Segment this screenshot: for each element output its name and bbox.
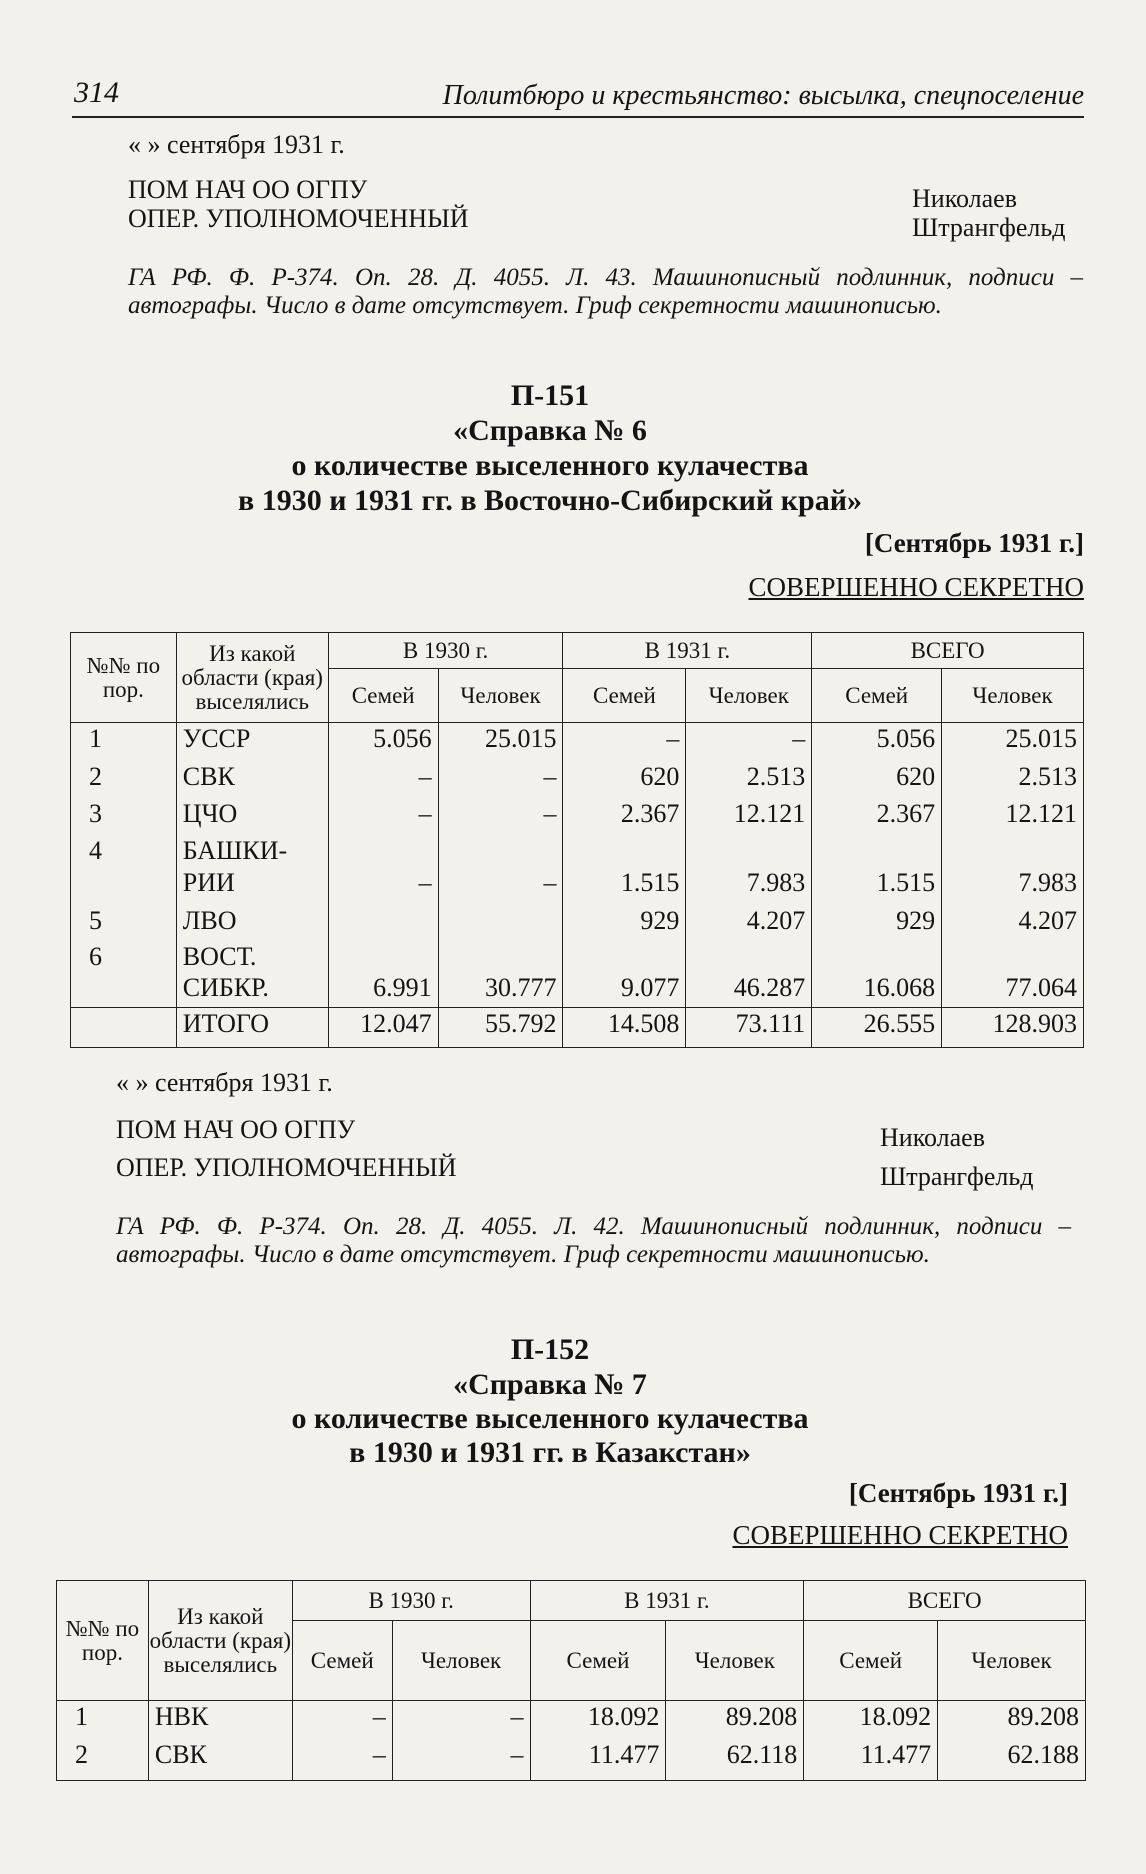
doc151-date-note: [Сентябрь 1931 г.] [864,528,1084,558]
group-total-header: ВСЕГО [804,1581,1086,1621]
cell-families-1931: 18.092 [530,1701,666,1739]
doc151-number: П-151 [510,379,590,412]
cell-people-1931: 12.121 [686,798,812,835]
cell-people-1930 [438,835,563,867]
cell-people-total: 77.064 [942,972,1084,1008]
group-1931-header: В 1931 г. [530,1581,804,1621]
cell-people-1930: 30.777 [438,972,563,1008]
cell-people-1930: 25.015 [438,723,563,761]
cell-families-1930: – [328,761,438,798]
cell-people-1930: – [438,798,563,835]
sub-families-header: Семей [328,669,438,723]
cell-families-1930: 5.056 [328,723,438,761]
row-region: СВК [148,1739,292,1781]
cell-families-1931: 2.367 [563,798,686,835]
page-header [72,72,1084,118]
cell-families-total: 18.092 [804,1701,938,1739]
cell-people-total [942,941,1084,972]
row-number: 6 [71,941,177,972]
total-families-1930: 12.047 [328,1008,438,1048]
doc152-date-note: [Сентябрь 1931 г.] [848,1478,1068,1508]
sub-people-header: Человек [938,1621,1086,1701]
cell-people-total: 25.015 [942,723,1084,761]
table-row [71,835,1084,867]
row-region: ВОСТ. [176,941,328,972]
cell-families-total: 11.477 [804,1739,938,1781]
row-number [71,867,177,905]
cell-families-total: 16.068 [812,972,942,1008]
cell-people-1931: 2.513 [686,761,812,798]
cell-families-total: 2.367 [812,798,942,835]
table-row [71,867,1084,905]
cell-families-total [812,941,942,972]
doc151-archive-ref: ГА РФ. Ф. Р-374. Оп. 28. Д. 4055. Л. 42. Машинописный подлинник, подписи – автографы. Число в дате отсутствует. Гриф секретности машинописью. [116,1213,1071,1268]
sub-people-header: Человек [666,1621,804,1701]
group-1930-header: В 1930 г. [328,633,563,669]
table-row [71,941,1084,972]
sub-people-header: Человек [392,1621,530,1701]
doc152-table [56,1580,1086,1781]
cell-families-1930: – [328,867,438,905]
table-row [71,798,1084,835]
sub-families-header: Семей [530,1621,666,1701]
cell-people-1930: – [392,1701,530,1739]
cell-people-total: 62.188 [938,1739,1086,1781]
cell-families-1930 [328,835,438,867]
cell-families-1931 [563,941,686,972]
cell-people-1931: 89.208 [666,1701,804,1739]
total-people-1930: 55.792 [438,1008,563,1048]
cell-families-1930: – [292,1739,392,1781]
table-row [71,723,1084,761]
sub-families-header: Семей [292,1621,392,1701]
doc150-sig2-title: ОПЕР. УПОЛНОМОЧЕННЫЙ [128,204,469,233]
cell-people-1930: – [438,761,563,798]
total-people-all: 128.903 [942,1008,1084,1048]
cell-people-total: 12.121 [942,798,1084,835]
row-region: БАШКИ- [176,835,328,867]
group-1930-header: В 1930 г. [292,1581,530,1621]
cell-families-1931: 11.477 [530,1739,666,1781]
total-label: ИТОГО [176,1008,328,1048]
table-row [71,972,1084,1008]
doc151-title-line3: в 1930 и 1931 гг. в Восточно-Сибирский край» [238,484,862,517]
cell-people-1931: – [686,723,812,761]
table-row [71,761,1084,798]
cell-families-total: 620 [812,761,942,798]
doc152-secret-stamp: СОВЕРШЕННО СЕКРЕТНО [732,1520,1068,1550]
group-1931-header: В 1931 г. [563,633,812,669]
sub-people-header: Человек [438,669,563,723]
doc151-sig2-name: Штрангфельд [880,1162,1034,1191]
table-row [57,1701,1086,1739]
row-number: 1 [57,1701,149,1739]
col-region-header: Из какой области (края) выселялись [148,1581,292,1701]
total-families-all: 26.555 [812,1008,942,1048]
doc151-title-line1: «Справка № 6 [453,414,647,447]
cell-families-1931: 929 [563,905,686,941]
cell-families-1930: – [328,798,438,835]
col-number-header: №№ по пор. [57,1581,149,1701]
cell-families-1931 [563,835,686,867]
cell-families-1931: 620 [563,761,686,798]
doc151-sig2-title: ОПЕР. УПОЛНОМОЧЕННЫЙ [116,1153,457,1182]
sub-people-header: Человек [942,669,1084,723]
sub-people-header: Человек [686,669,812,723]
row-number: 2 [71,761,177,798]
doc152-title-line3: в 1930 и 1931 гг. в Казакстан» [349,1436,751,1469]
cell-people-1930: – [438,867,563,905]
row-region: СВК [176,761,328,798]
doc150-archive-ref: ГА РФ. Ф. Р-374. Оп. 28. Д. 4055. Л. 43. Машинописный подлинник, подписи – автографы. Число в дате отсутствует. Гриф секретности машинописью. [128,264,1083,319]
doc150-date: « » сентября 1931 г. [128,130,345,159]
doc151-secret-stamp: СОВЕРШЕННО СЕКРЕТНО [748,572,1084,602]
cell-people-1931: 7.983 [686,867,812,905]
row-region: ЛВО [176,905,328,941]
row-number: 4 [71,835,177,867]
doc151-table [70,632,1084,1048]
doc150-sig1-title: ПОМ НАЧ ОО ОГПУ [128,175,368,204]
sub-families-header: Семей [563,669,686,723]
row-region: УССР [176,723,328,761]
table-row [57,1739,1086,1781]
cell-families-1930 [328,941,438,972]
row-number: 5 [71,905,177,941]
cell-people-1930: – [392,1739,530,1781]
cell-people-1931: 46.287 [686,972,812,1008]
cell-people-1930 [438,905,563,941]
cell-people-total: 89.208 [938,1701,1086,1739]
total-families-1931: 14.508 [563,1008,686,1048]
cell-people-total [942,835,1084,867]
total-people-1931: 73.111 [686,1008,812,1048]
doc151-sig1-title: ПОМ НАЧ ОО ОГПУ [116,1115,356,1144]
cell-people-1930 [438,941,563,972]
cell-families-total: 929 [812,905,942,941]
cell-families-1930: 6.991 [328,972,438,1008]
doc151-date: « » сентября 1931 г. [116,1068,333,1097]
doc152-number: П-152 [510,1333,590,1366]
running-title: Политбюро и крестьянство: высылка, спецпоселение [442,80,1084,111]
cell-families-total: 1.515 [812,867,942,905]
cell-families-1931: – [563,723,686,761]
row-region: ЦЧО [176,798,328,835]
doc150-sig2-name: Штрангфельд [912,213,1066,242]
total-row [71,1008,1084,1048]
cell-people-1931: 4.207 [686,905,812,941]
row-region: НВК [148,1701,292,1739]
cell-families-1931: 9.077 [563,972,686,1008]
doc152-title-line1: «Справка № 7 [453,1368,647,1401]
doc151-sig1-name: Николаев [880,1123,985,1152]
cell-people-total: 4.207 [942,905,1084,941]
cell-families-total [812,835,942,867]
cell-families-1931: 1.515 [563,867,686,905]
doc152-title-line2: о количестве выселенного кулачества [291,1402,809,1435]
group-total-header: ВСЕГО [812,633,1084,669]
sub-families-header: Семей [804,1621,938,1701]
cell-families-1930: – [292,1701,392,1739]
row-number: 1 [71,723,177,761]
cell-people-total: 2.513 [942,761,1084,798]
row-number [71,972,177,1008]
cell-people-total: 7.983 [942,867,1084,905]
page-number: 314 [74,76,119,109]
bleed-through [560,150,568,184]
doc150-sig1-name: Николаев [912,184,1017,213]
col-number-header: №№ по пор. [71,633,177,723]
cell-people-1931: 62.118 [666,1739,804,1781]
row-region: СИБКР. [176,972,328,1008]
cell-families-total: 5.056 [812,723,942,761]
cell-people-1931 [686,941,812,972]
row-number: 2 [57,1739,149,1781]
cell-people-1931 [686,835,812,867]
doc151-title-line2: о количестве выселенного кулачества [291,449,809,482]
table-row [71,905,1084,941]
cell-families-1930 [328,905,438,941]
sub-families-header: Семей [812,669,942,723]
col-region-header: Из какой области (края) выселялись [176,633,328,723]
row-region: РИИ [176,867,328,905]
row-number: 3 [71,798,177,835]
